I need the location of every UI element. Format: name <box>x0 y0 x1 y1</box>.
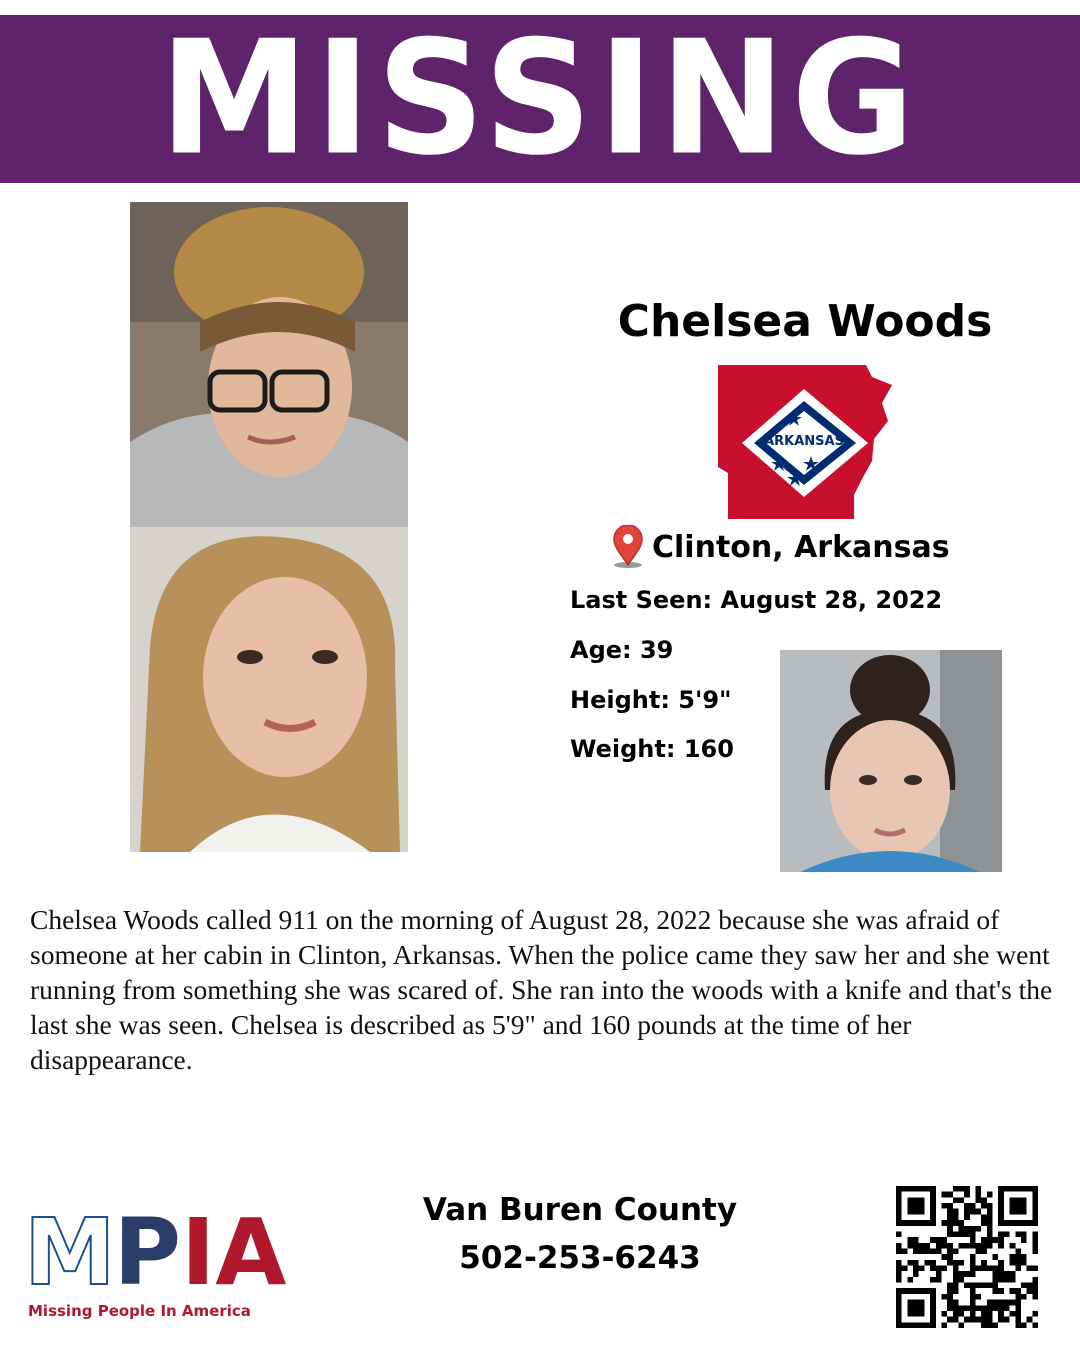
height: Height: 5'9" <box>570 686 732 714</box>
logo-letter: I <box>181 1199 216 1306</box>
logo-tagline: Missing People In America <box>28 1302 251 1320</box>
missing-banner <box>0 7 1080 191</box>
contact-block <box>390 1186 770 1282</box>
flag-label: ARKANSAS <box>764 434 844 449</box>
case-description: Chelsea Woods called 911 on the morning of August 28, 2022 because she was afraid of someone at her cabin in Clinton, Arkansas. When the police came they saw her and she went running from something she was scared of. She ran into the woods with a knife and that's the last she was seen. Chelsea is described as 5'9" and 160 pounds at the time of her disappearance. <box>30 904 1053 1075</box>
map-pin-icon <box>610 525 646 569</box>
contact-phone[interactable]: 502-253-6243 <box>459 1240 701 1276</box>
banner-title: MISSING <box>159 7 921 191</box>
logo-letters <box>24 1199 287 1306</box>
contact-agency: Van Buren County <box>422 1192 738 1228</box>
logo-letter: A <box>215 1199 287 1306</box>
location-line <box>610 522 1010 572</box>
qr-code[interactable] <box>896 1186 1038 1328</box>
photo-blonde-portrait <box>130 527 408 852</box>
arkansas-flag-map <box>716 363 892 521</box>
age: Age: 39 <box>570 636 674 664</box>
photo-glasses-selfie <box>130 202 408 527</box>
last-seen: Last Seen: August 28, 2022 <box>570 586 943 614</box>
logo-letter: M <box>24 1199 114 1306</box>
logo-letter: P <box>113 1199 181 1306</box>
location-text: Clinton, Arkansas <box>652 529 950 565</box>
person-name: Chelsea Woods <box>617 296 993 347</box>
mpia-logo <box>24 1199 287 1320</box>
photo-hair-bun <box>780 650 1002 872</box>
weight: Weight: 160 <box>570 735 734 763</box>
